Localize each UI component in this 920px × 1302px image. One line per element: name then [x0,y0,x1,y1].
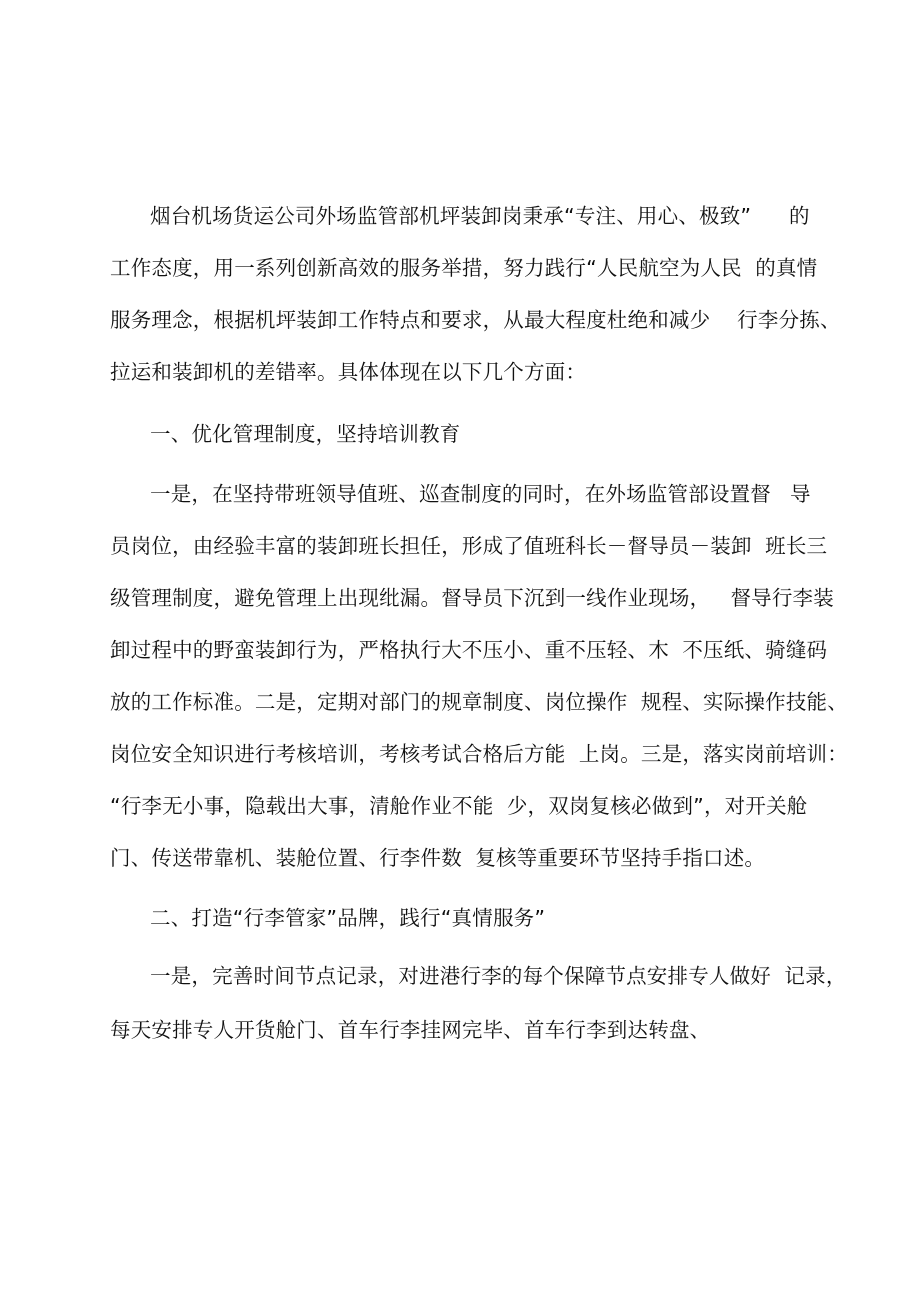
para1-line4: 拉运和装卸机的差错率。具体体现在以下几个方面： [110,360,587,384]
section-heading-2: 二、打造“行李管家”品牌，践行“真情服务” [150,906,546,930]
para3-line1: 一是，完善时间节点记录，对进港行李的每个保障节点安排专人做好 记录， [150,964,847,988]
para1-line1-tail: 的 [789,204,810,228]
para2-line7: “行李无小事，隐载出大事，清舱作业不能 少，双岗复核必做到”，对开关舱 [110,794,808,818]
para2-line4: 卸过程中的野蛮装卸行为，严格执行大不压小、重不压轻、木 不压纸、骑缝码 [110,638,828,662]
para2-line5: 放的工作标准。二是，定期对部门的规章制度、岗位操作 规程、实际操作技能、 [110,690,848,714]
para1-line2: 工作态度，用一系列创新高效的服务举措，努力践行“人民航空为人民 的真情 [110,256,818,280]
para2-line6: 岗位安全知识进行考核培训，考核考试合格后方能 上岗。三是，落实岗前培训： [110,742,848,766]
para2-line1-tail: 导 [790,482,811,506]
para1-line1: 烟台机场货运公司外场监管部机坪装卸岗秉承“专注、用心、极致” [150,204,752,228]
para1-line3: 服务理念，根据机坪装卸工作特点和要求，从最大程度杜绝和减少 行李分拣、 [110,308,841,332]
para2-line8: 门、传送带靠机、装舱位置、行李件数 复核等重要环节坚持手指口述。 [110,846,766,870]
para2-line2: 员岗位，由经验丰富的装卸班长担任，形成了值班科长－督导员－装卸 班长三 [110,534,828,558]
para3-line2: 每天安排专人开货舱门、首车行李挂网完毕、首车行李到达转盘、 [110,1018,711,1042]
para2-line1: 一是，在坚持带班领导值班、巡查制度的同时，在外场监管部设置督 [150,482,771,506]
para2-line3: 级管理制度，避免管理上出现纰漏。督导员下沉到一线作业现场， 督导行李装 [110,586,834,610]
section-heading-1: 一、优化管理制度，坚持培训教育 [150,422,461,446]
